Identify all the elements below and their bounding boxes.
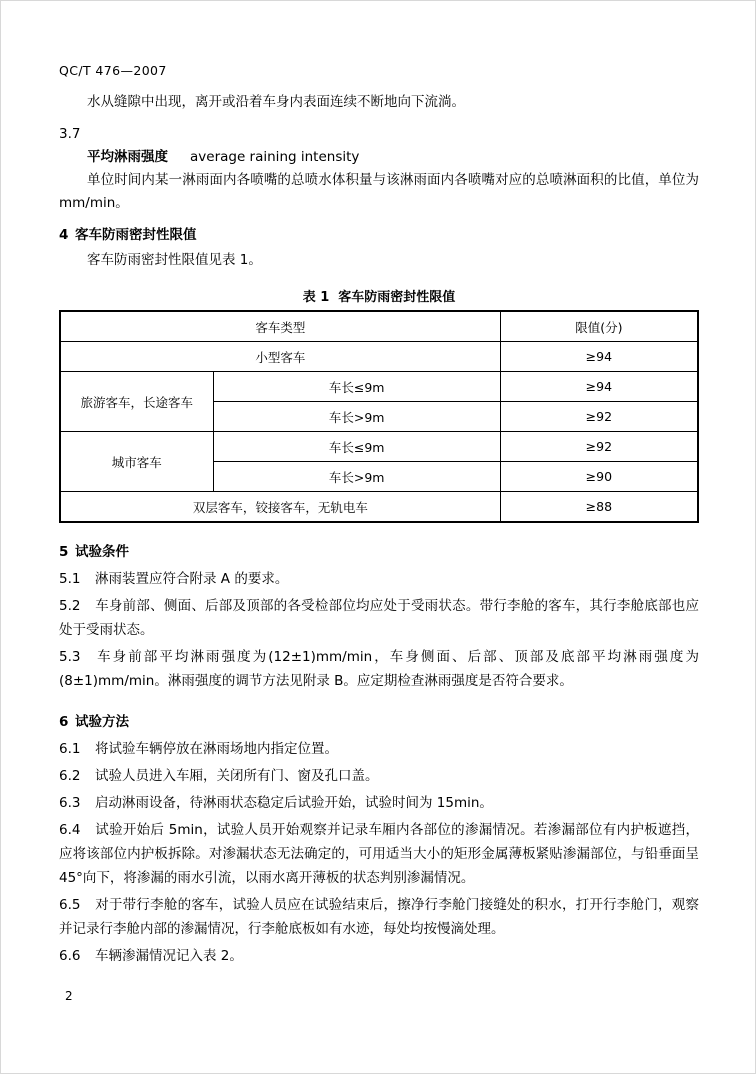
section-5-title: 试验条件 <box>75 544 129 560</box>
clause-6-4-label: 6.4 <box>59 822 81 838</box>
clause-6-6-text: 车辆渗漏情况记入表 2。 <box>95 948 243 964</box>
clause-6-1-label: 6.1 <box>59 741 81 757</box>
clause-6-4 <box>59 818 699 890</box>
table-row <box>60 342 698 372</box>
cell-value: ≥90 <box>500 462 698 492</box>
cell-sub: 车长≤9m <box>213 372 500 402</box>
clause-6-3 <box>59 791 699 815</box>
clause-6-1-text: 将试验车辆停放在淋雨场地内指定位置。 <box>95 741 338 757</box>
clause-5-1 <box>59 567 699 591</box>
clause-5-2-text: 车身前部、侧面、后部及顶部的各受检部位均应处于受雨状态。带行李舱的客车，其行李舱底部也应处于受雨状态。 <box>59 598 699 638</box>
clause-5-2-label: 5.2 <box>59 598 81 614</box>
section-4-heading <box>59 224 699 247</box>
table-1-limits <box>59 310 699 523</box>
section-4-title: 客车防雨密封性限值 <box>75 227 197 243</box>
section-6-number: 6 <box>59 714 69 730</box>
table-header-type: 客车类型 <box>60 311 500 342</box>
cell-value: ≥92 <box>500 402 698 432</box>
clause-5-3-text: 车身前部平均淋雨强度为(12±1)mm/min，车身侧面、后部、顶部及底部平均淋雨强度为(8±1)mm/min。淋雨强度的调节方法见附录 B。应定期检查淋雨强度是否符合要求。 <box>59 649 699 689</box>
clause-6-5 <box>59 893 699 941</box>
cell-value: ≥94 <box>500 372 698 402</box>
cell-type: 小型客车 <box>60 342 500 372</box>
clause-5-1-text: 淋雨装置应符合附录 A 的要求。 <box>95 571 289 587</box>
section-4-paragraph: 客车防雨密封性限值见表 1。 <box>87 252 262 268</box>
clause-5-3-label: 5.3 <box>59 649 81 665</box>
cell-type: 旅游客车，长途客车 <box>60 372 213 432</box>
page-number: 2 <box>65 989 73 1003</box>
clause-6-5-label: 6.5 <box>59 897 81 913</box>
clause-6-5-text: 对于带行李舱的客车，试验人员应在试验结束后，擦净行李舱门接缝处的积水，打开行李舱门，观察并记录行李舱内部的渗漏情况，行李舱底板如有水迹，每处均按慢滴处理。 <box>59 897 699 937</box>
cell-type: 城市客车 <box>60 432 213 492</box>
clause-6-6-label: 6.6 <box>59 948 81 964</box>
clause-6-6 <box>59 944 699 968</box>
term-english: average raining intensity <box>190 149 360 165</box>
page-content <box>59 63 699 968</box>
clause-6-2-text: 试验人员进入车厢，关闭所有门、窗及孔口盖。 <box>95 768 379 784</box>
cell-sub: 车长>9m <box>213 402 500 432</box>
section-5-heading <box>59 541 699 564</box>
section-3-7-definition: 单位时间内某一淋雨面内各喷嘴的总喷水体积量与该淋雨面内各喷嘴对应的总喷淋面积的比值，单位为 mm/min。 <box>59 172 699 211</box>
clause-6-2 <box>59 764 699 788</box>
section-3-7-number: 3.7 <box>59 126 81 142</box>
standard-code-header: QC/T 476—2007 <box>59 63 167 78</box>
cell-type: 双层客车，铰接客车，无轨电车 <box>60 492 500 523</box>
table-row <box>60 311 698 342</box>
table-1-caption <box>59 286 699 305</box>
cell-sub: 车长≤9m <box>213 432 500 462</box>
section-6-heading <box>59 711 699 734</box>
lead-paragraph: 水从缝隙中出现，离开或沿着车身内表面连续不断地向下流淌。 <box>87 94 465 110</box>
table-row <box>60 372 698 402</box>
section-5-number: 5 <box>59 544 69 560</box>
cell-value: ≥92 <box>500 432 698 462</box>
table-1-label: 表 1 客车防雨密封性限值 <box>302 290 456 305</box>
clause-6-3-label: 6.3 <box>59 795 81 811</box>
table-row <box>60 492 698 523</box>
clause-5-2 <box>59 594 699 642</box>
clause-6-3-text: 启动淋雨设备，待淋雨状态稳定后试验开始，试验时间为 15min。 <box>95 795 493 811</box>
clause-5-1-label: 5.1 <box>59 571 81 587</box>
term-chinese: 平均淋雨强度 <box>87 149 168 165</box>
cell-value: ≥94 <box>500 342 698 372</box>
cell-sub: 车长>9m <box>213 462 500 492</box>
table-row <box>60 432 698 462</box>
clause-6-2-label: 6.2 <box>59 768 81 784</box>
clause-6-1 <box>59 737 699 761</box>
clause-6-4-text: 试验开始后 5min，试验人员开始观察并记录车厢内各部位的渗漏情况。若渗漏部位有内护板遮挡，应将该部位内护板拆除。对渗漏状态无法确定的，可用适当大小的矩形金属薄板紧贴渗漏部位，与铅垂面呈 45°向下，将渗漏的雨水引流，以雨水离开薄板的状态判别渗漏情况。 <box>59 822 699 886</box>
clause-5-3 <box>59 645 699 693</box>
section-4-number: 4 <box>59 227 69 243</box>
section-6-title: 试验方法 <box>75 714 129 730</box>
section-3-7-term <box>87 146 699 169</box>
cell-value: ≥88 <box>500 492 698 523</box>
table-header-value: 限值(分) <box>500 311 698 342</box>
